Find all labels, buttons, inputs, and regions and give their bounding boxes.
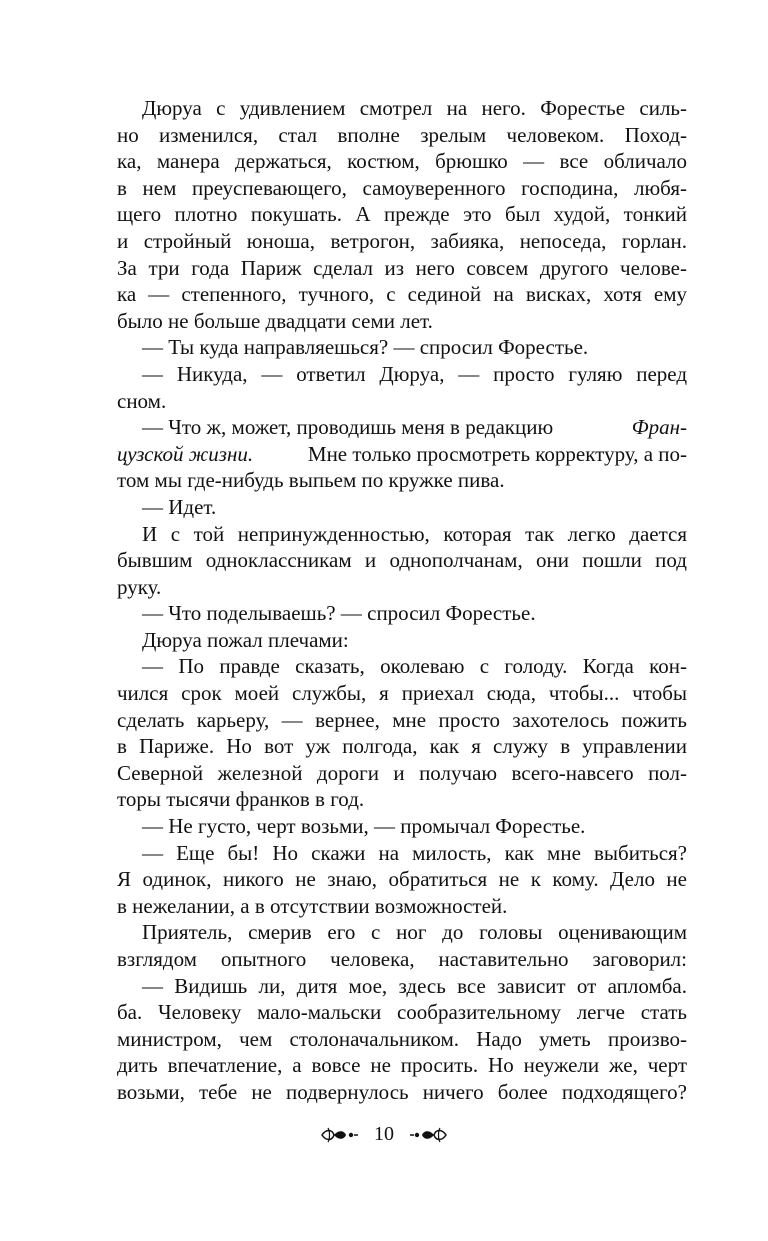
text-line: Северной железной дороги и получаю всего-навсего пол- <box>117 760 687 785</box>
text-line: щего плотно покушать. А прежде это был худой, тонкий <box>117 202 687 227</box>
text-line: ба. Человеку мало-мальски сообразительному легче стать <box>117 1000 687 1025</box>
book-page-text <box>117 95 687 1106</box>
page-footer <box>0 1123 768 1146</box>
text-line: взглядом опытного человека, наставительно заговорил: <box>117 947 687 971</box>
text-line: чился срок моей службы, я приехал сюда, чтобы... чтобы <box>117 681 687 706</box>
text-line: За три года Париж сделал из него совсем другого челове- <box>117 255 687 280</box>
text-line: Я одинок, никого не знаю, обратиться не к кому. Дело не <box>117 867 687 892</box>
text-line: в нежелании, а в отсутствии возможностей. <box>117 893 508 918</box>
text-line: возьми, тебе не подвернулось ничего более подходящего? <box>117 1079 687 1104</box>
ornament-left-icon <box>320 1125 360 1145</box>
page-number: 10 <box>374 1123 394 1145</box>
text-line: И с той непринужденностью, которая так легко дается <box>142 521 687 546</box>
text-line: в Париже. Но вот уж полгода, как я служу в управлении <box>117 734 687 759</box>
text-line-mixed <box>117 441 687 468</box>
text-line: Дюруа с удивлением смотрел на него. Форестье силь- <box>142 96 687 120</box>
text-segment: Мне только просмотреть корректуру, а по- <box>307 441 687 466</box>
text-line: том мы где-нибудь выпьем по кружке пива. <box>117 468 505 493</box>
text-line: — Что поделываешь? — спросил Форестье. <box>142 601 536 626</box>
text-line: руку. <box>117 574 162 599</box>
text-line: торы тысячи франков в год. <box>117 787 365 812</box>
text-line: бывшим одноклассникам и однополчанам, они пошли под <box>117 548 687 573</box>
text-line: — Не густо, черт возьми, — промычал Форестье. <box>142 814 586 839</box>
text-line: ка — степенного, тучного, с сединой на висках, хотя ему <box>117 282 687 307</box>
text-line: в нем преуспевающего, самоуверенного господина, любя- <box>117 175 687 200</box>
text-line: — Никуда, — ответил Дюруа, — просто гуляю перед <box>142 361 687 386</box>
text-line: — По правде сказать, околеваю с голоду. Когда кон- <box>142 654 687 679</box>
text-line: и стройный юноша, ветрогон, забияка, непоседа, горлан. <box>117 228 687 253</box>
text-line: но изменился, стал вполне зрелым человеком. Поход- <box>117 122 687 147</box>
italic-title: Фран- <box>631 415 687 440</box>
text-line: — Видишь ли, дитя мое, здесь все зависит от апломба. <box>142 973 687 998</box>
text-line: сном. <box>117 388 167 413</box>
text-line: Дюруа пожал плечами: <box>142 627 349 652</box>
text-segment: — Что ж, может, проводишь меня в редакцию <box>142 415 554 440</box>
italic-title: цузской жизни. <box>117 441 254 466</box>
text-line: сделать карьеру, — вернее, мне просто захотелось пожить <box>117 707 687 732</box>
text-line: ка, манера держаться, костюм, брюшко — все обличало <box>117 149 687 174</box>
ornament-right-icon <box>408 1125 448 1145</box>
text-line: было не больше двадцати семи лет. <box>117 308 433 333</box>
text-line: — Ты куда направляешься? — спросил Форестье. <box>142 335 589 360</box>
text-line: дить впечатление, а вовсе не просить. Но неужели же, черт <box>117 1053 687 1078</box>
text-line: Приятель, смерив его с ног до головы оценивающим <box>142 920 687 945</box>
text-line-mixed <box>117 414 687 441</box>
text-line: министром, чем столоначальником. Надо уметь произво- <box>117 1026 687 1051</box>
text-line: — Идет. <box>142 494 217 519</box>
text-line: — Еще бы! Но скажи на милость, как мне выбиться? <box>142 840 687 865</box>
